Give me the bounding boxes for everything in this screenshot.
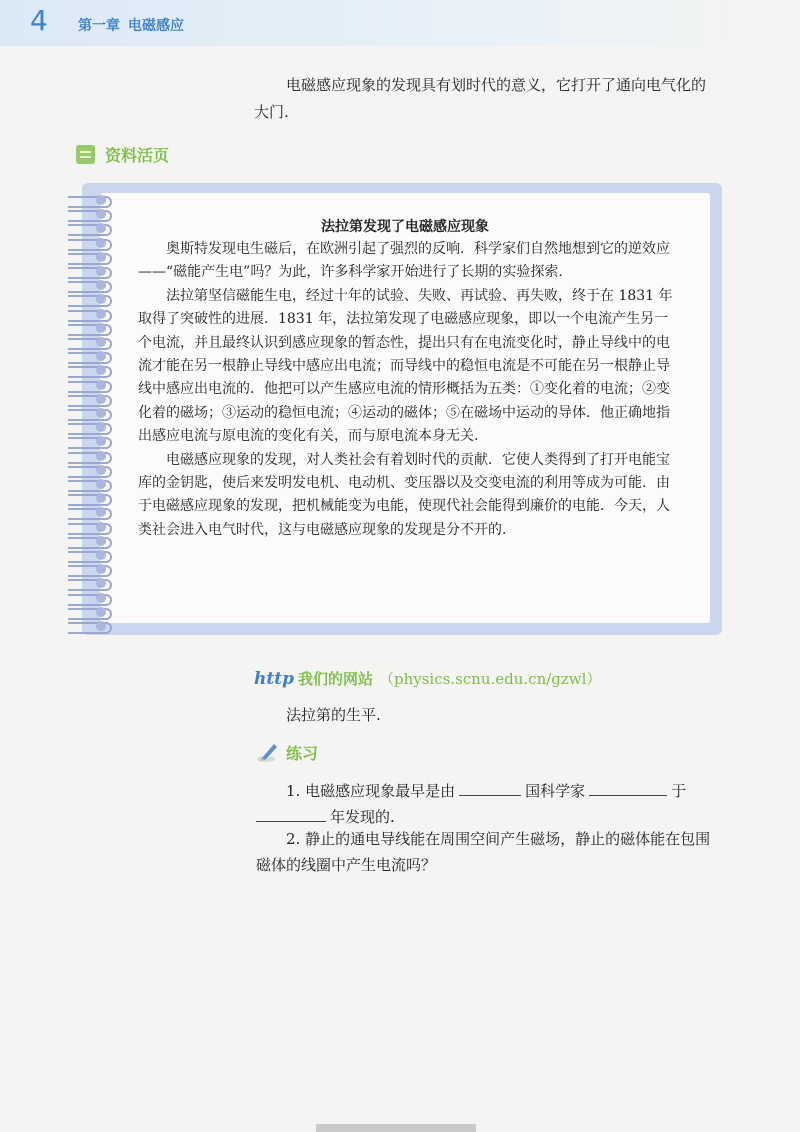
chapter-heading	[78, 15, 184, 35]
ziliao-heading-label: 资料活页	[105, 146, 170, 165]
binding-ring	[62, 450, 118, 462]
binding-ring	[62, 336, 118, 348]
page-number: 4	[30, 4, 48, 37]
binding-ring	[62, 435, 118, 447]
website-url[interactable]: （physics.scnu.edu.cn/gzwl）	[378, 670, 602, 688]
website-label: 我们的网站	[297, 670, 373, 688]
q1-text-a: 1. 电磁感应现象最早是由	[286, 782, 456, 800]
binding-ring	[62, 577, 118, 589]
binding-ring	[62, 265, 118, 277]
binding-ring	[62, 393, 118, 405]
chapter-label: 第一章	[78, 18, 120, 34]
binding-ring	[62, 308, 118, 320]
q1-text-c: 于	[671, 782, 687, 800]
box-body	[138, 238, 678, 542]
binding-ring	[62, 279, 118, 291]
binding-ring	[62, 521, 118, 533]
binding-ring	[62, 208, 118, 220]
binding-ring	[62, 407, 118, 419]
binding-ring	[62, 606, 118, 618]
website-heading	[254, 668, 601, 689]
exercise-heading	[256, 740, 318, 764]
binding-ring	[62, 379, 118, 391]
spiral-binding	[62, 186, 122, 636]
question-1	[286, 778, 686, 804]
website-text: 法拉第的生平.	[286, 706, 381, 724]
binding-ring	[62, 194, 118, 206]
binding-ring	[62, 237, 118, 249]
answer-blank	[459, 781, 521, 796]
answer-blank	[589, 781, 667, 796]
binding-ring	[62, 350, 118, 362]
binding-ring	[62, 506, 118, 518]
binding-ring	[62, 592, 118, 604]
page-header	[0, 0, 800, 46]
question-2: 2. 静止的通电导线能在周围空间产生磁场，静止的磁体能在包围磁体的线圈中产生电流吗？	[256, 830, 711, 874]
q1-text-b: 国科学家	[525, 782, 586, 800]
document-icon	[76, 145, 95, 164]
binding-ring	[62, 322, 118, 334]
binding-ring	[62, 478, 118, 490]
footer-bar	[316, 1124, 476, 1132]
intro-paragraph: 电磁感应现象的发现具有划时代的意义，它打开了通向电气化的大门.	[254, 76, 707, 121]
binding-ring	[62, 535, 118, 547]
binding-ring	[62, 251, 118, 263]
binding-ring	[62, 549, 118, 561]
exercise-heading-label: 练习	[286, 743, 319, 763]
q1-text-d: 年发现的.	[330, 808, 395, 826]
box-paragraph: 电磁感应现象的发现，对人类社会有着划时代的贡献．它使人类得到了打开电能宝库的金钥匙，使后来发明发电机、电动机、变压器以及交变电流的利用等成为可能．由于电磁感应现象的发现，把机械能变为电能，使现代社会能得到廉价的电能．今天，人类社会进入电气时代，这与电磁感应现象的发现是分不开的.	[138, 451, 670, 538]
box-paragraph: 法拉第坚信磁能生电，经过十年的试验、失败、再试验、再失败，终于在 1831 年取得了突破性的进展．1831 年，法拉第发现了电磁感应现象，即以一个电流产生另一个电流，并且最终认识到感应现象的暂态性，提出只有在电流变化时，静止导线中的电流才能在另一根静止导线中感应出电流；而导线中的稳恒电流是不可能在另一根静止导线中感应出电流的．他把可以产生感应电流的情形概括为五类：①变化着的电流；②变化着的磁场；③运动的稳恒电流；④运动的磁体；⑤在磁场中运动的导体．他正确地指出感应电流与原电流的变化有关，而与原电流本身无关.	[138, 287, 673, 445]
answer-blank	[256, 807, 326, 822]
binding-ring	[62, 464, 118, 476]
http-icon: http	[254, 669, 294, 689]
binding-ring	[62, 421, 118, 433]
ziliao-heading	[76, 143, 169, 166]
chapter-title: 电磁感应	[128, 18, 184, 34]
binding-ring	[62, 620, 118, 632]
pencil-icon	[256, 740, 280, 764]
binding-ring	[62, 293, 118, 305]
binding-ring	[62, 563, 118, 575]
binding-ring	[62, 492, 118, 504]
box-title: 法拉第发现了电磁感应现象	[321, 219, 489, 235]
binding-ring	[62, 222, 118, 234]
binding-ring	[62, 364, 118, 376]
box-paragraph: 奥斯特发现电生磁后，在欧洲引起了强烈的反响．科学家们自然地想到它的逆效应——“磁能产生电”吗？为此，许多科学家开始进行了长期的实验探索.	[138, 241, 670, 281]
